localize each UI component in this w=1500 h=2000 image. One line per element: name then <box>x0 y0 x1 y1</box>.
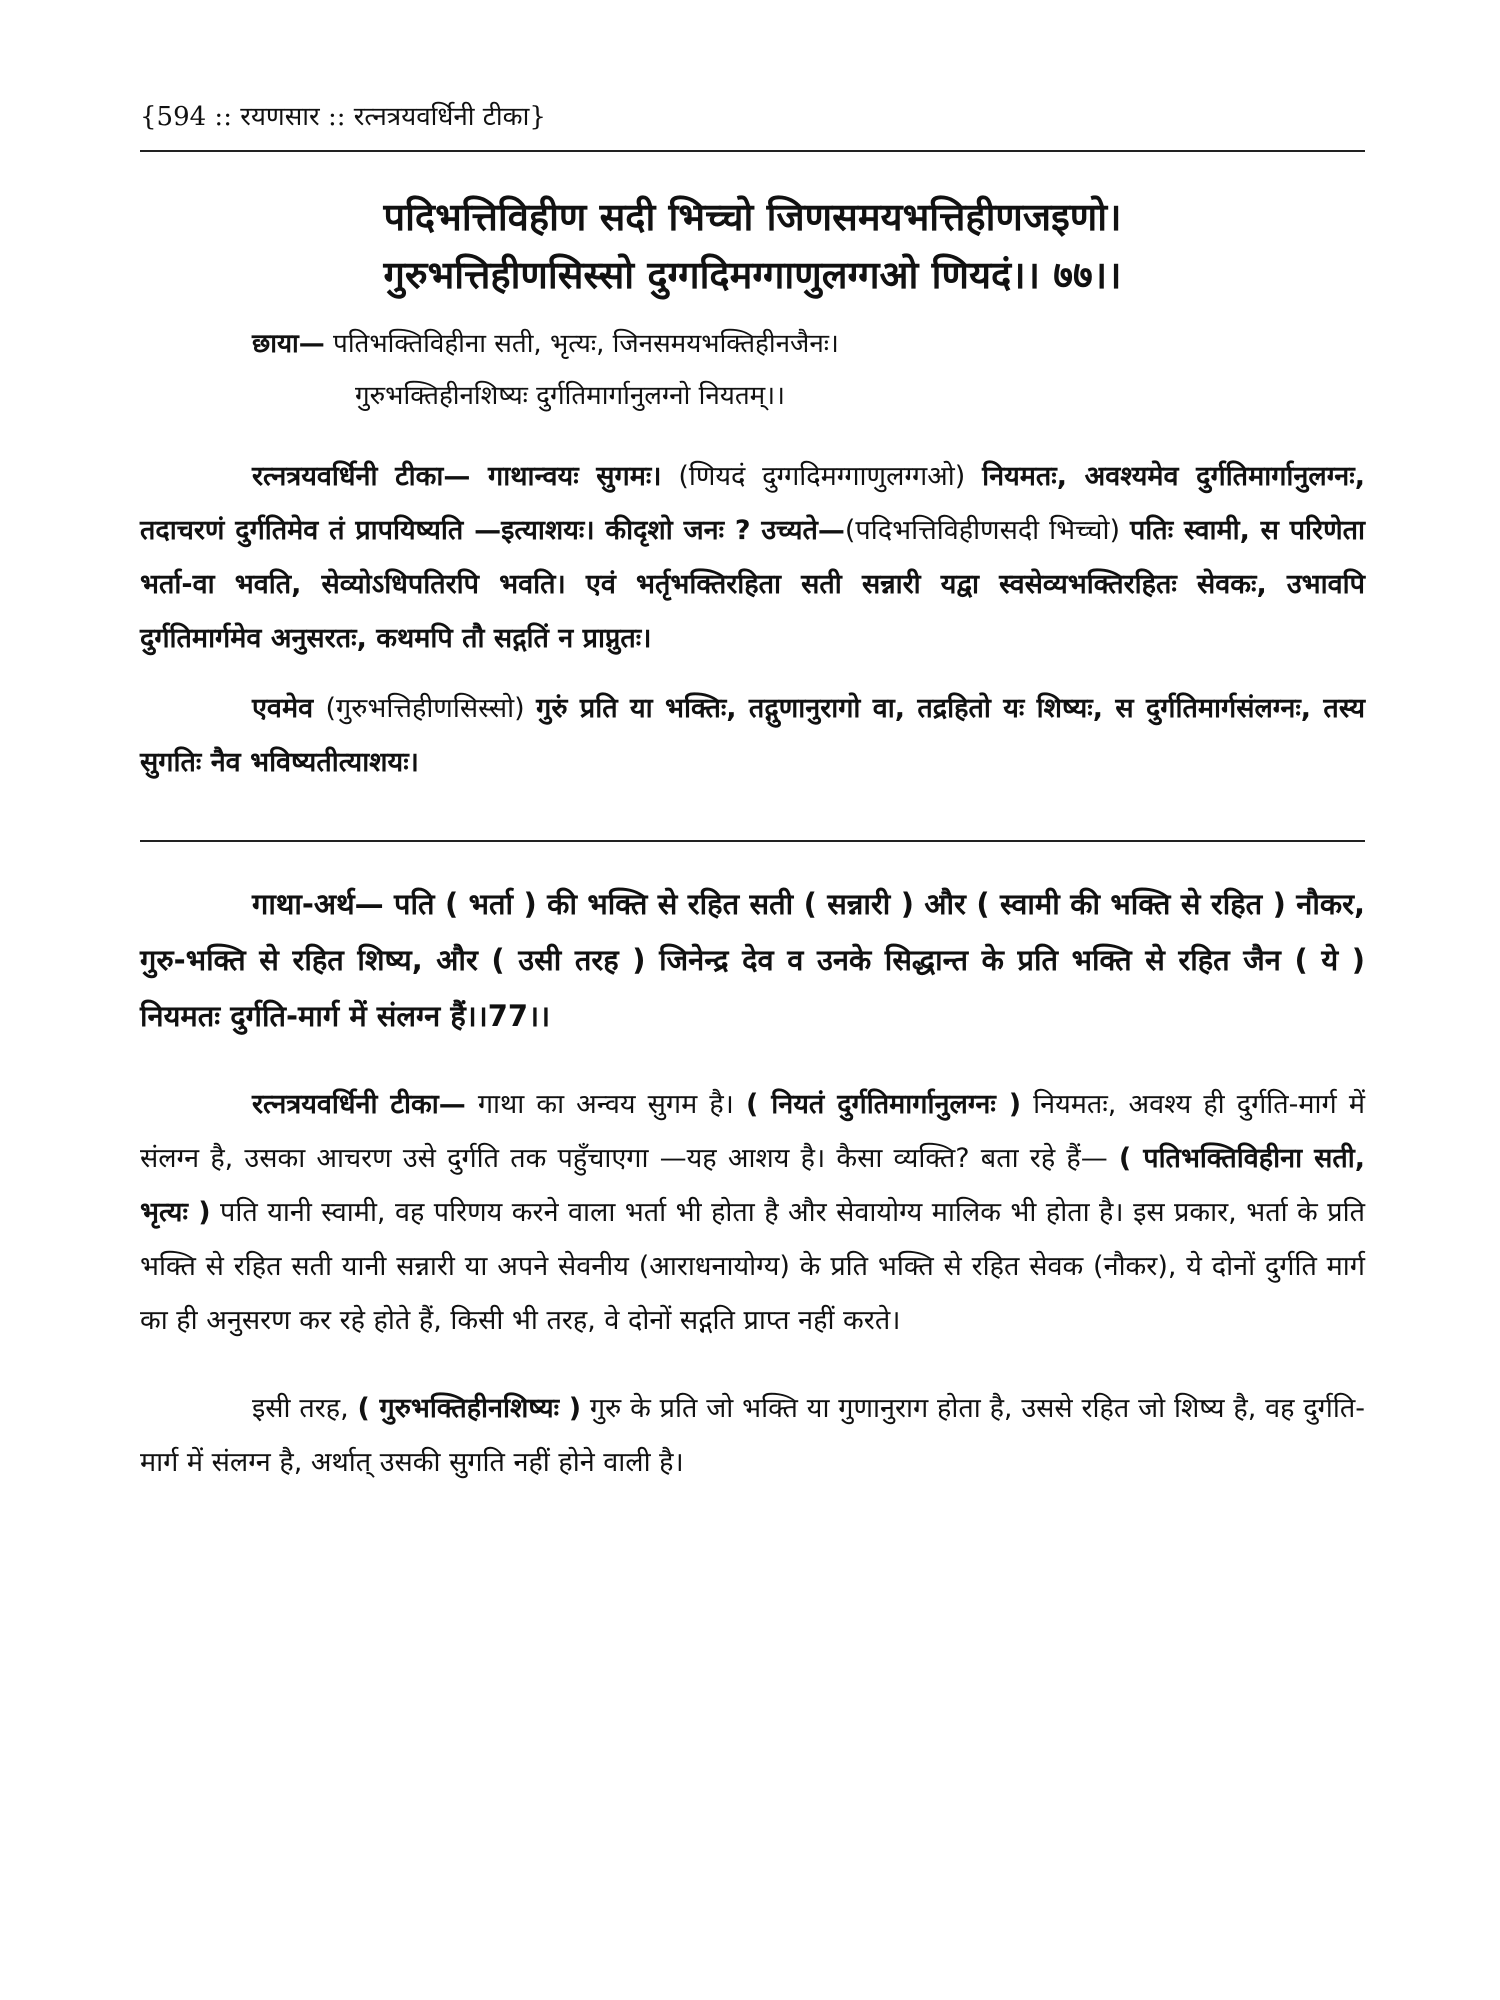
sanskrit-text: गाथान्वयः सुगमः। <box>470 461 662 492</box>
hindi-text: पति यानी स्वामी, वह परिणय करने वाला भर्ता भी होता है और सेवायोग्य मालिक भी होता है। इस प्रकार, भर्ता के प्रति भक्ति से रहित सती यानी सन्नारी या अपने सेवनीय (आराधनायोग्य) के प्रति भक्ति से रहित सेवक (नौकर), ये दोनों दुर्गति मार्ग का ही अनुसरण कर रहे होते हैं, किसी भी तरह, वे दोनों सद्गति प्राप्त नहीं करते। <box>140 1197 1365 1336</box>
chhaya-line-2: गुरुभक्तिहीनशिष्यः दुर्गतिमार्गानुलग्नो नियतम्।। <box>355 381 785 411</box>
hindi-commentary-para-2 <box>140 1382 1365 1490</box>
sanskrit-text: एवमेव <box>252 693 326 724</box>
hindi-text: नियमतः, अवश्य ही दुर्गति-मार्ग में संलग्न है, उसका आचरण उसे दुर्गति तक पहुँचाएगा —यह आशय है। कैसा व्यक्ति? बता रहे हैं— <box>140 1089 1365 1174</box>
hindi-text: इसी तरह, <box>252 1393 358 1424</box>
chhaya-block <box>140 318 1365 422</box>
verse-line-2: गुरुभत्तिहीणसिस्सो दुग्गदिमग्गाणुलग्गओ णियदं।। ७७।। <box>383 253 1122 297</box>
sanskrit-commentary-label: रत्नत्रयवर्धिनी टीका— <box>252 461 471 492</box>
sanskrit-term: ( नियतं दुर्गतिमार्गानुलग्नः ) <box>746 1089 1022 1120</box>
verse-line-1: पदिभत्तिविहीण सदी भिच्चो जिणसमयभत्तिहीणजइणो। <box>383 195 1122 239</box>
sanskrit-commentary-para-2 <box>140 682 1365 790</box>
hindi-text: गुरु के प्रति जो भक्ति या गुणानुराग होता है, उससे रहित जो शिष्य है, वह दुर्गति-मार्ग में संलग्न है, अर्थात् उसकी सुगति नहीं होने वाली है। <box>140 1393 1365 1478</box>
sanskrit-term: ( गुरुभक्तिहीनशिष्यः ) <box>357 1393 582 1424</box>
sanskrit-text: पतिः स्वामी, स परिणेता भर्ता-वा भवति, सेव्योऽधिपतिरपि भवति। एवं भर्तृभक्तिरहिता सती सन्नारी यद्वा स्वसेव्यभक्तिरहितः सेवकः, उभावपि दुर्गतिमार्गमेव अनुसरतः, कथमपि तौ सद्गतिं न प्राप्नुतः। <box>140 515 1365 654</box>
chhaya-line-1 <box>140 318 1365 370</box>
prakrit-quote: (गुरुभत्तिहीणसिस्सो) <box>325 693 537 724</box>
sanskrit-term: ( पतिभक्तिविहीना सती, भृत्यः ) <box>140 1143 1365 1228</box>
page <box>140 100 1365 1490</box>
sanskrit-text: गुरुं प्रति या भक्तिः, तद्गुणानुरागो वा, तद्रहितो यः शिष्यः, स दुर्गतिमार्गसंलग्नः, तस्य सुगतिः नैव भविष्यतीत्याशयः। <box>140 693 1365 778</box>
sanskrit-text: नियमतः, अवश्यमेव दुर्गतिमार्गानुलग्नः, तदाचरणं दुर्गतिमेव तं प्रापयिष्यति —इत्याशयः। कीदृशो जनः ? उच्यते— <box>140 461 1365 546</box>
sanskrit-commentary-para-1 <box>140 450 1365 666</box>
hindi-text: गाथा का अन्वय सुगम है। <box>465 1089 747 1120</box>
hindi-commentary-label: रत्नत्रयवर्धिनी टीका— <box>252 1089 466 1120</box>
chhaya-label: छाया— <box>252 329 325 359</box>
header-rule <box>140 150 1365 152</box>
gatha-artha: गाथा-अर्थ— पति ( भर्ता ) की भक्ति से रहित सती ( सन्नारी ) और ( स्वामी की भक्ति से रहित ) नौकर, गुरु-भक्ति से रहित शिष्य, और ( उसी तरह ) जिनेन्द्र देव व उनके सिद्धान्त के प्रति भक्ति से रहित जैन ( ये ) नियमतः दुर्गति-मार्ग में संलग्न हैं।।77।। <box>140 887 1365 1033</box>
running-header: {594 :: रयणसार :: रत्नत्रयवर्धिनी टीका} <box>140 102 546 132</box>
prakrit-verse <box>140 188 1365 304</box>
section-rule <box>140 840 1365 842</box>
prakrit-quote: (णियदं दुग्गदिमग्गाणुलग्गओ) <box>661 461 983 492</box>
chhaya-text-1: पतिभक्तिविहीना सती, भृत्यः, जिनसमयभक्तिहीनजैनः। <box>324 329 839 359</box>
hindi-commentary-para-1 <box>140 1078 1365 1348</box>
prakrit-quote: (पदिभत्तिविहीणसदी भिच्चो) <box>844 515 1130 546</box>
